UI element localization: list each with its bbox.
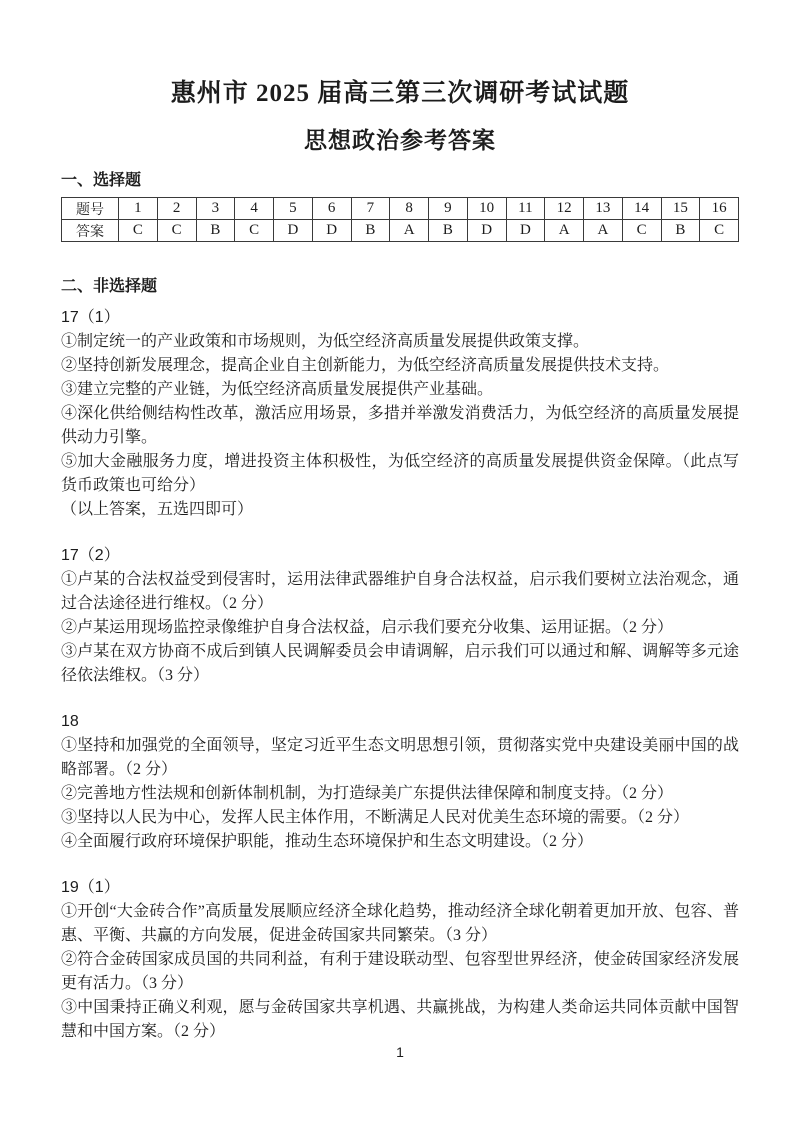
- table-cell: 12: [545, 198, 584, 220]
- answer-paragraph: ②符合金砖国家成员国的共同利益，有利于建设联动型、包容型世界经济，使金砖国家经济发展更有活力。（3 分）: [61, 951, 739, 992]
- answer-paragraph: ②卢某运用现场监控录像维护自身合法权益，启示我们要充分收集、运用证据。（2 分）: [61, 619, 674, 636]
- section-heading-free-response: 二、非选择题: [61, 278, 158, 295]
- block-label: 17（1）: [61, 309, 120, 326]
- answer-paragraph: ④全面履行政府环境保护职能，推动生态环境保护和生态文明建设。（2 分）: [61, 833, 594, 850]
- row-header-question-number: 题号: [62, 198, 119, 220]
- table-cell: C: [622, 220, 661, 242]
- table-cell: 8: [390, 198, 429, 220]
- answer-paragraph: ①开创“大金砖合作”高质量发展顺应经济全球化趋势，推动经济全球化朝着更加开放、包容、普惠、平衡、共赢的方向发展，促进金砖国家共同繁荣。（3 分）: [61, 903, 739, 944]
- answer-paragraph: ①卢某的合法权益受到侵害时，运用法律武器维护自身合法权益，启示我们要树立法治观念，通过合法途径进行维权。（2 分）: [61, 571, 739, 612]
- answer-paragraph: ⑤加大金融服务力度，增进投资主体积极性，为低空经济的高质量发展提供资金保障。（此点写货币政策也可给分）: [61, 453, 739, 494]
- answer-paragraph: ④深化供给侧结构性改革，激活应用场景，多措并举激发消费活力，为低空经济的高质量发展提供动力引擎。: [61, 405, 739, 446]
- table-cell: A: [390, 220, 429, 242]
- table-cell: D: [274, 220, 313, 242]
- table-cell: 2: [157, 198, 196, 220]
- section-heading-multiple-choice: 一、选择题: [61, 172, 142, 189]
- table-cell: B: [351, 220, 390, 242]
- table-cell: C: [235, 220, 274, 242]
- table-cell: 5: [274, 198, 313, 220]
- table-cell: 14: [622, 198, 661, 220]
- answer-paragraph: ③中国秉持正确义利观，愿与金砖国家共享机遇、共赢挑战，为构建人类命运共同体贡献中国智慧和中国方案。（2 分）: [61, 999, 739, 1040]
- answer-paragraph: ③卢某在双方协商不成后到镇人民调解委员会申请调解，启示我们可以通过和解、调解等多元途径依法维权。（3 分）: [61, 643, 739, 684]
- block-label: 19（1）: [61, 879, 120, 896]
- table-cell: 15: [661, 198, 700, 220]
- answer-paragraph: ①制定统一的产业政策和市场规则，为低空经济高质量发展提供政策支撑。: [61, 333, 590, 350]
- table-cell: 3: [196, 198, 235, 220]
- table-cell: B: [196, 220, 235, 242]
- table-cell: 6: [312, 198, 351, 220]
- table-cell: B: [661, 220, 700, 242]
- table-cell: D: [467, 220, 506, 242]
- table-cell: A: [584, 220, 623, 242]
- table-cell: C: [700, 220, 739, 242]
- table-cell: 10: [467, 198, 506, 220]
- table-cell: D: [506, 220, 545, 242]
- answer-paragraph: ②坚持创新发展理念，提高企业自主创新能力，为低空经济高质量发展提供技术支持。: [61, 357, 670, 374]
- block-label: 18: [61, 713, 79, 730]
- answer-paragraph: （以上答案，五选四即可）: [61, 501, 254, 518]
- table-cell: B: [429, 220, 468, 242]
- table-cell: 4: [235, 198, 274, 220]
- answer-block-18: [61, 710, 739, 854]
- answer-block-17-2: [61, 544, 739, 688]
- table-row-question-numbers: [62, 198, 739, 220]
- answer-paragraph: ①坚持和加强党的全面领导，坚定习近平生态文明思想引领，贯彻落实党中央建设美丽中国的战略部署。（2 分）: [61, 737, 739, 778]
- table-cell: 7: [351, 198, 390, 220]
- table-cell: 1: [119, 198, 158, 220]
- table-cell: 13: [584, 198, 623, 220]
- table-cell: 11: [506, 198, 545, 220]
- answer-key-table: [61, 197, 739, 242]
- answer-block-17-1: [61, 306, 739, 522]
- document-subtitle: 思想政治参考答案: [304, 128, 496, 153]
- table-row-answers: [62, 220, 739, 242]
- page-number: 1: [396, 1044, 404, 1060]
- table-cell: A: [545, 220, 584, 242]
- table-cell: 16: [700, 198, 739, 220]
- answer-block-19-1: [61, 876, 739, 1044]
- document-title: 惠州市 2025 届高三第三次调研考试试题: [170, 80, 630, 107]
- table-cell: D: [312, 220, 351, 242]
- answer-paragraph: ③建立完整的产业链，为低空经济高质量发展提供产业基础。: [61, 381, 494, 398]
- block-label: 17（2）: [61, 547, 120, 564]
- table-cell: C: [119, 220, 158, 242]
- answer-paragraph: ③坚持以人民为中心，发挥人民主体作用，不断满足人民对优美生态环境的需要。（2 分）: [61, 809, 690, 826]
- table-cell: 9: [429, 198, 468, 220]
- row-header-answer: 答案: [62, 220, 119, 242]
- table-cell: C: [157, 220, 196, 242]
- answer-paragraph: ②完善地方性法规和创新体制机制，为打造绿美广东提供法律保障和制度支持。（2 分）: [61, 785, 674, 802]
